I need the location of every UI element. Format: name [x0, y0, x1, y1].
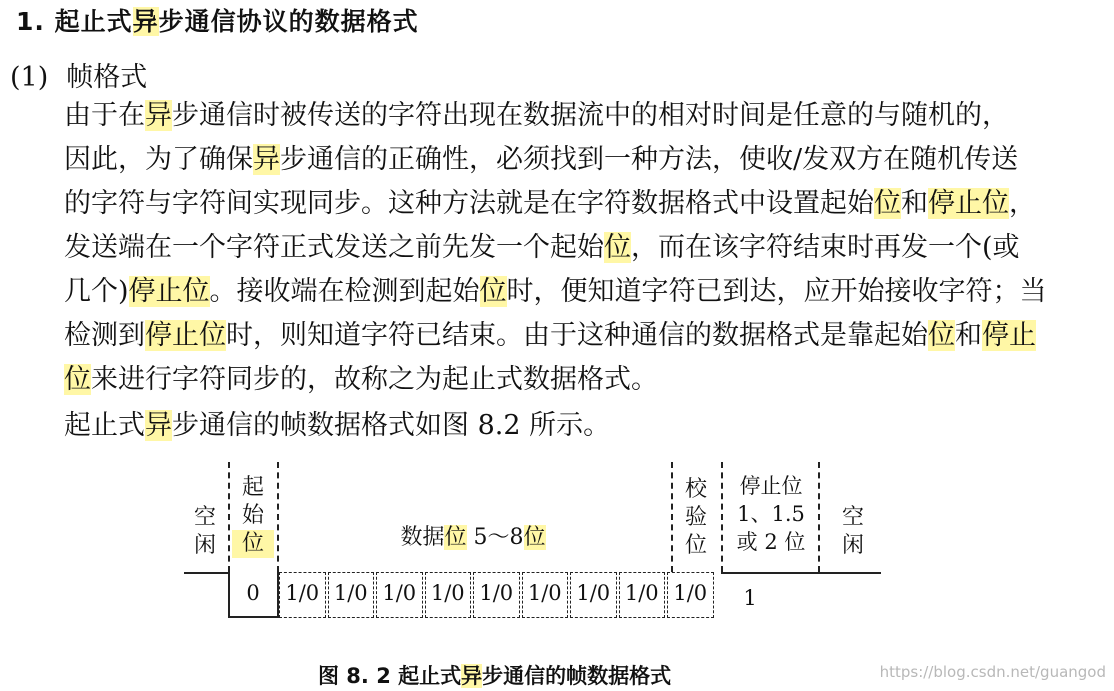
- watermark: https://blog.csdn.net/guangod: [879, 663, 1106, 681]
- stop-bit-value: 1: [743, 586, 757, 610]
- start-bit-label: 起 始 位: [232, 474, 274, 558]
- paragraph-line: 发送端在一个字符正式发送之前先发一个起始位，而在该字符结束时再发一个(或: [64, 232, 1020, 263]
- body-paragraph: [64, 94, 1114, 402]
- sub-heading-title: 帧格式: [66, 62, 148, 93]
- paragraph-line: 因此，为了确保异步通信的正确性，必须找到一种方法，使收/发双方在随机传送: [64, 144, 1019, 175]
- divider-start-left: [228, 462, 230, 572]
- paragraph-line: 的字符与字符间实现同步。这种方法就是在字符数据格式中设置起始位和停止位，: [64, 188, 1036, 219]
- data-bits-label: 数据位 5～8位: [400, 525, 546, 550]
- bit-value: 1/0: [382, 581, 417, 605]
- parity-bit-label: 校 验 位: [684, 477, 707, 558]
- figure-caption: 图 8. 2 起止式异步通信的帧数据格式: [318, 664, 672, 688]
- start-bit-low: [228, 616, 278, 618]
- paragraph-line: 由于在异步通信时被传送的字符出现在数据流中的相对时间是任意的与随机的，: [64, 100, 1009, 131]
- section-heading: 1. 起止式异步通信协议的数据格式: [16, 7, 419, 36]
- bit-value: 1/0: [576, 581, 611, 605]
- divider-parity-left: [671, 462, 673, 572]
- idle-right-label: 空 闲: [841, 505, 864, 558]
- stop-bits-label: 停止位 1、1.5 或 2 位: [736, 474, 806, 554]
- paragraph-line: 几个)停止位。接收端在检测到起始位时，便知道字符已到达，应开始接收字符；当: [64, 276, 1047, 307]
- bit-value: 1/0: [479, 581, 514, 605]
- bit-value: 1/0: [673, 581, 708, 605]
- sub-heading: [10, 55, 165, 94]
- stop-line-high: [721, 572, 881, 574]
- idle-left-label: 空 闲: [193, 505, 216, 558]
- sub-heading-number: (1): [10, 62, 49, 93]
- paragraph-line: 检测到停止位时，则知道字符已结束。由于这种通信的数据格式是靠起始位和停止: [64, 320, 1036, 351]
- bit-value: 1/0: [527, 581, 562, 605]
- paragraph-line: 位来进行字符同步的，故称之为起止式数据格式。: [64, 364, 658, 395]
- figure-intro-text: 起止式异步通信的帧数据格式如图 8.2 所示。: [64, 410, 611, 441]
- bit-value: 1/0: [285, 581, 320, 605]
- idle-line-left: [184, 572, 228, 574]
- bit-value: 1/0: [624, 581, 659, 605]
- bit-value: 1/0: [333, 581, 368, 605]
- frame-format-diagram: [180, 462, 900, 632]
- bit-value: 1/0: [430, 581, 465, 605]
- start-bit-value: 0: [246, 581, 260, 605]
- divider-start-right: [277, 462, 279, 572]
- divider-stop-right: [818, 462, 820, 572]
